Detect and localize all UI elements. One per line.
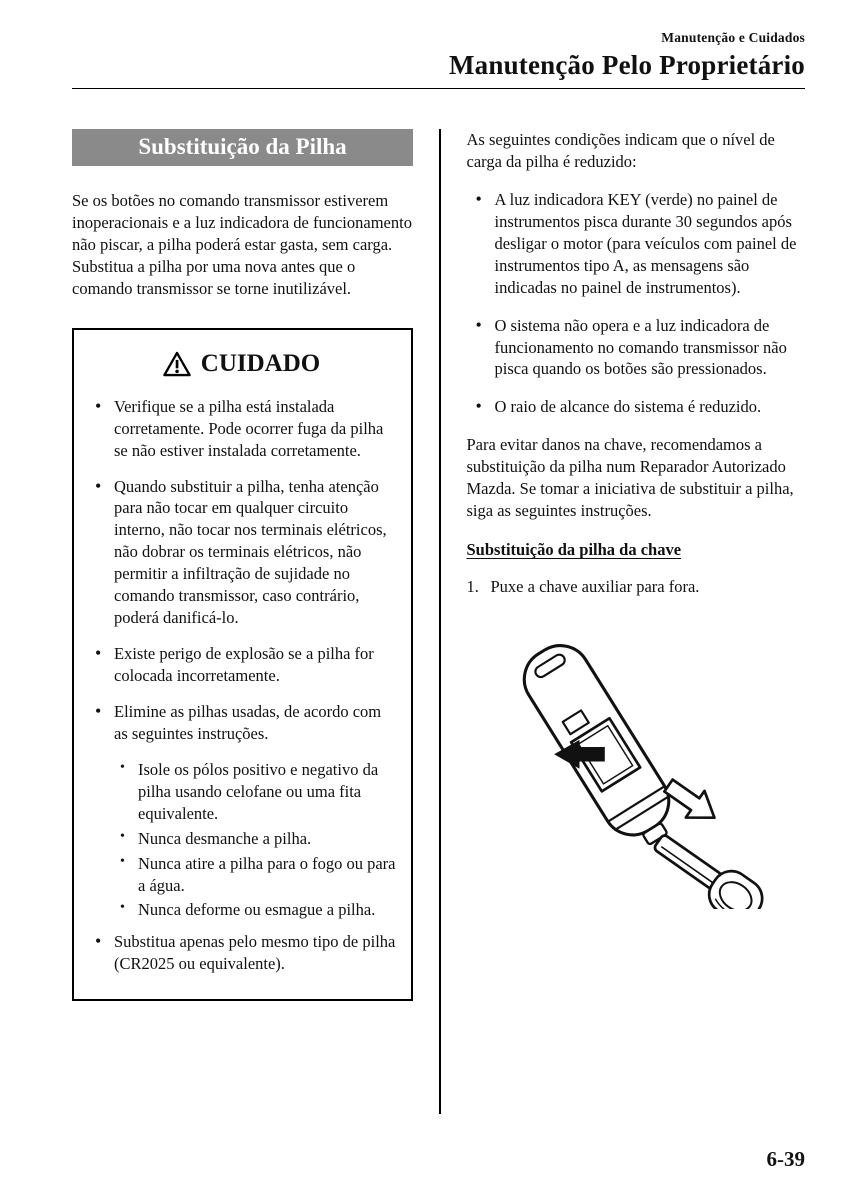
caution-box (72, 328, 413, 1002)
caution-subitem: • Nunca atire a pilha para o fogo ou para a água. (114, 853, 397, 897)
page-title: Manutenção Pelo Proprietário (448, 50, 805, 80)
key-fob-figure (467, 624, 805, 914)
caution-item: • Existe perigo de explosão se a pilha for colocada incorretamente. (86, 643, 397, 687)
left-column (72, 129, 413, 1114)
advice-paragraph: Para evitar danos na chave, recomendamos a substituição da pilha num Reparador Autorizado Mazda. Se tomar a iniciativa de substituir a pilha, siga as seguintes instruções. (466, 435, 794, 521)
warning-triangle-icon (163, 351, 191, 377)
section-banner: Substituição da Pilha (72, 129, 413, 166)
step-1 (467, 576, 805, 598)
caution-subitem: • Nunca deforme ou esmague a pilha. (114, 899, 397, 921)
caution-item: • Quando substituir a pilha, tenha atenção para não tocar em qualquer circuito interno, não tocar nos terminais elétricos, não dobrar os terminais elétricos, não permitir a infiltração de sujidade no comando transmissor, caso contrário, poderá danificá-lo. (86, 476, 397, 630)
right-column (467, 129, 805, 1114)
key-fob-illustration (480, 624, 792, 914)
caution-subitem: • Nunca desmanche a pilha. (114, 828, 397, 850)
caution-title (86, 350, 397, 378)
column-gap (413, 129, 439, 1114)
procedure-subheading: Substituição da pilha da chave (466, 540, 682, 560)
page-number: 6-39 (766, 1147, 805, 1171)
breadcrumb: Manutenção e Cuidados (661, 30, 805, 45)
right-intro-paragraph: As seguintes condições indicam que o nível de carga da pilha é reduzido: (466, 130, 775, 171)
condition-item: • O raio de alcance do sistema é reduzido. (467, 396, 805, 418)
caution-sublist (86, 759, 397, 922)
caution-title-text: CUIDADO (200, 349, 321, 377)
step-text: Puxe a chave auxiliar para fora. (490, 577, 700, 597)
caution-item: • Substitua apenas pelo mesmo tipo de pilha (CR2025 ou equivalente). (86, 931, 397, 975)
header-rule (72, 88, 805, 89)
condition-list (467, 189, 805, 418)
caution-item: • Elimine as pilhas usadas, de acordo com as seguintes instruções. (86, 701, 397, 745)
step-number: 1. (466, 577, 479, 597)
page-footer (72, 1137, 805, 1172)
left-intro-paragraph: Se os botões no comando transmissor estiverem inoperacionais e a luz indicadora de funcionamento não piscar, a pilha poderá estar gasta, sem carga. Substitua a pilha por uma nova antes que o comando transmissor se torne inutilizável. (72, 191, 412, 298)
caution-subitem: • Isole os pólos positivo e negativo da pilha usando celofane ou uma fita equivalente. (114, 759, 397, 825)
condition-item: • A luz indicadora KEY (verde) no painel de instrumentos pisca durante 30 segundos após desligar o motor (para veículos com painel de instrumentos tipo A, as mensagens são indicadas no painel de instrumentos). (467, 189, 805, 299)
column-gap (441, 129, 467, 1114)
page-header (72, 30, 805, 89)
two-column-layout (72, 129, 805, 1114)
condition-item: • O sistema não opera e a luz indicadora de funcionamento no comando transmissor não pisca quando os botões são pressionados. (467, 315, 805, 381)
caution-item: • Verifique se a pilha está instalada corretamente. Pode ocorrer fuga da pilha se não estiver instalada corretamente. (86, 396, 397, 462)
